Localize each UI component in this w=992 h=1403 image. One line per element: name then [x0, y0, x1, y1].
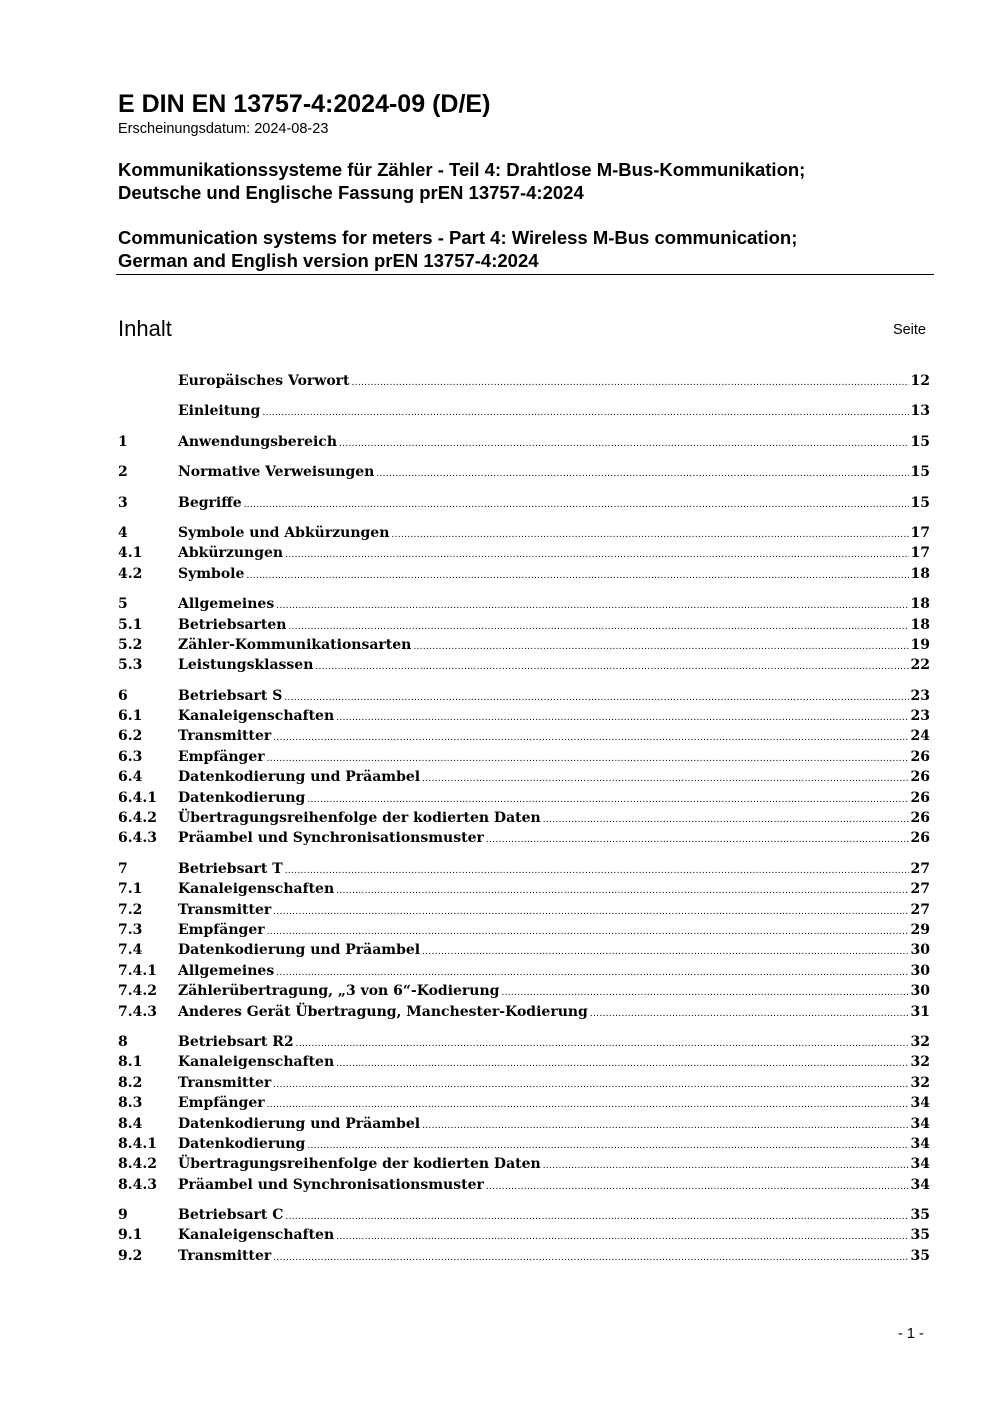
toc-dot-leader [307, 790, 908, 810]
toc-dot-leader [276, 963, 908, 983]
toc-entry-page: 32 [910, 1054, 930, 1071]
toc-entry-title: Betriebsarten [178, 616, 287, 633]
toc-entry-page: 22 [910, 657, 930, 674]
toc-entry-number: 5 [118, 596, 128, 613]
toc-entry-title: Präambel und Synchronisationsmuster [178, 830, 484, 847]
toc-entry-title: Anderes Gerät Übertragung, Manchester-Kodierung [178, 1003, 588, 1020]
toc-entry-number: 1 [118, 433, 128, 450]
toc-entry[interactable] [118, 1134, 930, 1154]
toc-entry-title: Begriffe [178, 494, 242, 511]
toc-entry-title: Betriebsart S [178, 687, 283, 704]
toc-entry-number: 2 [118, 464, 128, 481]
title-german-line-2: Deutsche und Englische Fassung prEN 13757-4:2024 [118, 182, 584, 203]
title-english [118, 226, 934, 272]
toc-entry-title: Allgemeines [178, 596, 275, 613]
toc-entry[interactable] [118, 940, 930, 960]
toc-entry-number: 3 [118, 494, 128, 511]
toc-entry-page: 23 [910, 687, 930, 704]
toc-dot-leader [285, 1207, 908, 1227]
toc-entry-page: 26 [910, 789, 930, 806]
toc-entry[interactable] [118, 879, 930, 899]
toc-entry[interactable] [118, 1205, 930, 1225]
toc-entry[interactable] [118, 1154, 930, 1174]
toc-entry-page: 30 [910, 962, 930, 979]
toc-entry-number: 7.3 [118, 921, 143, 938]
title-english-line-2: German and English version prEN 13757-4:2024 [118, 250, 539, 271]
toc-entry-page: 35 [910, 1247, 930, 1264]
toc-entry-page: 26 [910, 810, 930, 827]
toc-entry[interactable] [118, 1032, 930, 1052]
toc-entry[interactable] [118, 401, 930, 421]
toc-entry-number: 9.1 [118, 1227, 143, 1244]
toc-entry-page: 29 [910, 921, 930, 938]
toc-entry-page: 12 [910, 373, 930, 389]
toc-entry-title: Zähler-Kommunikationsarten [178, 636, 412, 653]
toc-dot-leader [284, 688, 908, 708]
toc-dot-leader [376, 464, 908, 484]
toc-entry-number: 6.1 [118, 708, 143, 725]
toc-dot-leader [315, 657, 908, 677]
toc-entry-title: Datenkodierung und Präambel [178, 942, 421, 959]
toc-dot-leader [422, 769, 908, 789]
toc-entry-title: Symbole [178, 565, 245, 582]
toc-entry-page: 34 [910, 1176, 930, 1193]
toc-title: Inhalt [118, 316, 172, 341]
toc-entry[interactable] [118, 1073, 930, 1093]
toc-dot-leader [486, 1177, 909, 1197]
toc-entry-number: 8 [118, 1033, 128, 1050]
toc-entry-number: 8.2 [118, 1074, 143, 1091]
toc-entry-number: 8.1 [118, 1054, 143, 1071]
toc-entry-number: 9 [118, 1207, 128, 1224]
toc-entry-number: 8.4.3 [118, 1176, 157, 1193]
toc-entry[interactable] [118, 615, 930, 635]
toc-entry-title: Empfänger [178, 748, 265, 765]
toc-entry[interactable] [118, 706, 930, 726]
toc-entry-number: 7.4.3 [118, 1003, 157, 1020]
toc-entry[interactable] [118, 432, 930, 452]
toc-entry-page: 17 [910, 524, 930, 541]
toc-entry-title: Symbole und Abkürzungen [178, 524, 390, 541]
toc-entry-page: 26 [910, 769, 930, 786]
toc-entry-page: 26 [910, 748, 930, 765]
toc-entry-page: 34 [910, 1095, 930, 1112]
toc-entry-title: Transmitter [178, 901, 272, 918]
toc-entry[interactable] [118, 1225, 930, 1245]
toc-entry-number: 8.4.2 [118, 1156, 157, 1173]
toc-entry[interactable] [118, 920, 930, 940]
toc-entry[interactable] [118, 462, 930, 482]
toc-entry-page: 35 [910, 1207, 930, 1224]
toc-entry[interactable] [118, 1093, 930, 1113]
toc-entry[interactable] [118, 655, 930, 675]
toc-entry-title: Kanaleigenschaften [178, 1054, 335, 1071]
toc-entry-page: 24 [910, 728, 930, 745]
toc-entry-title: Datenkodierung und Präambel [178, 769, 421, 786]
toc-entry-page: 18 [910, 596, 930, 613]
document-header [118, 88, 934, 272]
toc-dot-leader [339, 434, 909, 454]
toc-entry-title: Zählerübertragung, „3 von 6“-Kodierung [178, 983, 500, 1000]
toc-entry-number: 5.1 [118, 616, 143, 633]
toc-dot-leader [285, 861, 909, 881]
toc-dot-leader [276, 596, 908, 616]
toc-dot-leader [486, 830, 909, 850]
toc-entry[interactable] [118, 1114, 930, 1134]
toc-dot-leader [352, 373, 909, 393]
toc-entry-title: Kanaleigenschaften [178, 708, 335, 725]
toc-entry-title: Datenkodierung [178, 1135, 306, 1152]
toc-entry-number: 7.2 [118, 901, 143, 918]
toc-entry-title: Abkürzungen [178, 545, 284, 562]
toc-entry[interactable] [118, 686, 930, 706]
toc-dot-leader [336, 708, 908, 728]
toc-entry-number: 6.4.1 [118, 789, 157, 806]
toc-entry-number: 4.2 [118, 565, 143, 582]
toc-dot-leader [267, 922, 909, 942]
toc-heading [118, 314, 926, 344]
toc-dot-leader [422, 942, 908, 962]
toc-entry[interactable] [118, 961, 930, 981]
toc-entry-title: Betriebsart R2 [178, 1033, 294, 1050]
toc-entry-number: 6.4.3 [118, 830, 157, 847]
toc-entry-title: Transmitter [178, 1247, 272, 1264]
toc-entry-title: Einleitung [178, 403, 261, 420]
table-of-contents [118, 371, 930, 1266]
toc-entry-page: 32 [910, 1033, 930, 1050]
toc-dot-leader [501, 983, 908, 1003]
toc-entry[interactable] [118, 1052, 930, 1072]
toc-dot-leader [307, 1136, 908, 1156]
toc-entry-page: 26 [910, 830, 930, 847]
toc-entry-title: Europäisches Vorwort [178, 373, 350, 389]
toc-dot-leader [288, 617, 908, 637]
page-number: - 1 - [898, 1326, 924, 1342]
toc-entry-page: 34 [910, 1135, 930, 1152]
toc-entry-title: Leistungsklassen [178, 657, 314, 674]
toc-dot-leader [543, 810, 909, 830]
toc-entry-number: 4.1 [118, 545, 143, 562]
toc-entry-page: 35 [910, 1227, 930, 1244]
header-divider [116, 274, 934, 275]
toc-entry[interactable] [118, 900, 930, 920]
toc-entry-page: 30 [910, 983, 930, 1000]
toc-entry-number: 5.2 [118, 636, 143, 653]
toc-entry-number: 8.4.1 [118, 1135, 157, 1152]
toc-dot-leader [590, 1004, 909, 1024]
toc-dot-leader [267, 749, 909, 769]
toc-dot-leader [391, 525, 908, 545]
toc-entry-title: Betriebsart T [178, 860, 283, 877]
title-german [118, 158, 934, 204]
toc-dot-leader [543, 1156, 909, 1176]
toc-entry-number: 7.4 [118, 942, 143, 959]
toc-entry-title: Anwendungsbereich [178, 433, 337, 450]
toc-dot-leader [336, 1227, 908, 1247]
toc-dot-leader [413, 637, 908, 657]
toc-entry-page: 32 [910, 1074, 930, 1091]
toc-entry-title: Betriebsart C [178, 1207, 284, 1224]
toc-entry[interactable] [118, 981, 930, 1001]
toc-entry-number: 8.3 [118, 1095, 143, 1112]
toc-entry-title: Datenkodierung [178, 789, 306, 806]
toc-entry[interactable] [118, 1175, 930, 1195]
toc-entry-title: Normative Verweisungen [178, 464, 375, 481]
toc-entry-title: Datenkodierung und Präambel [178, 1115, 421, 1132]
toc-entry-page: 18 [910, 616, 930, 633]
toc-entry-number: 7.1 [118, 881, 143, 898]
toc-entry-page: 15 [910, 433, 930, 450]
toc-dot-leader [273, 1075, 908, 1095]
toc-entry-page: 30 [910, 942, 930, 959]
toc-entry-title: Präambel und Synchronisationsmuster [178, 1176, 484, 1193]
toc-entry-title: Kanaleigenschaften [178, 881, 335, 898]
toc-entry-page: 19 [910, 636, 930, 653]
toc-entry-title: Übertragungsreihenfolge der kodierten Daten [178, 1156, 541, 1173]
toc-entry-number: 6.4.2 [118, 810, 157, 827]
toc-entry[interactable] [118, 543, 930, 563]
toc-entry[interactable] [118, 747, 930, 767]
toc-entry[interactable] [118, 371, 930, 391]
toc-entry-title: Transmitter [178, 728, 272, 745]
toc-entry-page: 34 [910, 1156, 930, 1173]
toc-dot-leader [273, 1248, 908, 1268]
toc-entry-page: 34 [910, 1115, 930, 1132]
toc-entry-page: 17 [910, 545, 930, 562]
toc-entry-page: 31 [910, 1003, 930, 1020]
toc-entry-page: 27 [910, 901, 930, 918]
toc-dot-leader [244, 495, 909, 515]
toc-entry-page: 18 [910, 565, 930, 582]
toc-entry-title: Empfänger [178, 921, 265, 938]
toc-dot-leader [273, 902, 908, 922]
toc-entry-number: 9.2 [118, 1247, 143, 1264]
toc-entry-number: 4 [118, 524, 128, 541]
toc-entry[interactable] [118, 1246, 930, 1266]
title-german-line-1: Kommunikationssysteme für Zähler - Teil 4: Drahtlose M-Bus-Kommunikation; [118, 159, 806, 180]
toc-dot-leader [285, 545, 908, 565]
toc-entry-number: 8.4 [118, 1115, 143, 1132]
toc-entry-page: 13 [910, 403, 930, 420]
toc-entry[interactable] [118, 808, 930, 828]
toc-entry[interactable] [118, 726, 930, 746]
toc-dot-leader [422, 1116, 908, 1136]
toc-page-label: Seite [892, 322, 926, 338]
toc-entry-number: 6.4 [118, 769, 143, 786]
title-english-line-1: Communication systems for meters - Part 4: Wireless M-Bus communication; [118, 227, 798, 248]
toc-dot-leader [336, 1054, 908, 1074]
toc-entry-page: 15 [910, 494, 930, 511]
toc-entry-number: 5.3 [118, 657, 143, 674]
toc-dot-leader [273, 728, 908, 748]
toc-entry-number: 7.4.2 [118, 983, 157, 1000]
toc-entry-number: 6.3 [118, 748, 143, 765]
toc-entry[interactable] [118, 594, 930, 614]
toc-entry[interactable] [118, 859, 930, 879]
toc-entry-page: 15 [910, 464, 930, 481]
toc-entry-page: 27 [910, 860, 930, 877]
publication-date: Erscheinungsdatum: 2024-08-23 [118, 121, 329, 137]
toc-entry[interactable] [118, 788, 930, 808]
toc-entry-title: Allgemeines [178, 962, 275, 979]
toc-entry-number: 7.4.1 [118, 962, 157, 979]
toc-entry[interactable] [118, 1002, 930, 1022]
toc-entry[interactable] [118, 523, 930, 543]
toc-entry-title: Übertragungsreihenfolge der kodierten Daten [178, 810, 541, 827]
toc-dot-leader [267, 1095, 909, 1115]
toc-entry[interactable] [118, 564, 930, 584]
toc-entry-number: 6.2 [118, 728, 143, 745]
toc-dot-leader [336, 881, 908, 901]
toc-entry[interactable] [118, 635, 930, 655]
toc-entry-page: 23 [910, 708, 930, 725]
toc-entry-number: 7 [118, 860, 128, 877]
toc-entry-page: 27 [910, 881, 930, 898]
toc-entry-title: Transmitter [178, 1074, 272, 1091]
toc-entry-title: Kanaleigenschaften [178, 1227, 335, 1244]
toc-dot-leader [262, 403, 908, 423]
toc-dot-leader [296, 1034, 909, 1054]
toc-entry[interactable] [118, 767, 930, 787]
toc-entry-number: 6 [118, 687, 128, 704]
toc-dot-leader [246, 566, 908, 586]
document-id: E DIN EN 13757-4:2024-09 (D/E) [118, 90, 491, 118]
toc-entry[interactable] [118, 493, 930, 513]
toc-entry[interactable] [118, 828, 930, 848]
toc-entry-title: Empfänger [178, 1095, 265, 1112]
